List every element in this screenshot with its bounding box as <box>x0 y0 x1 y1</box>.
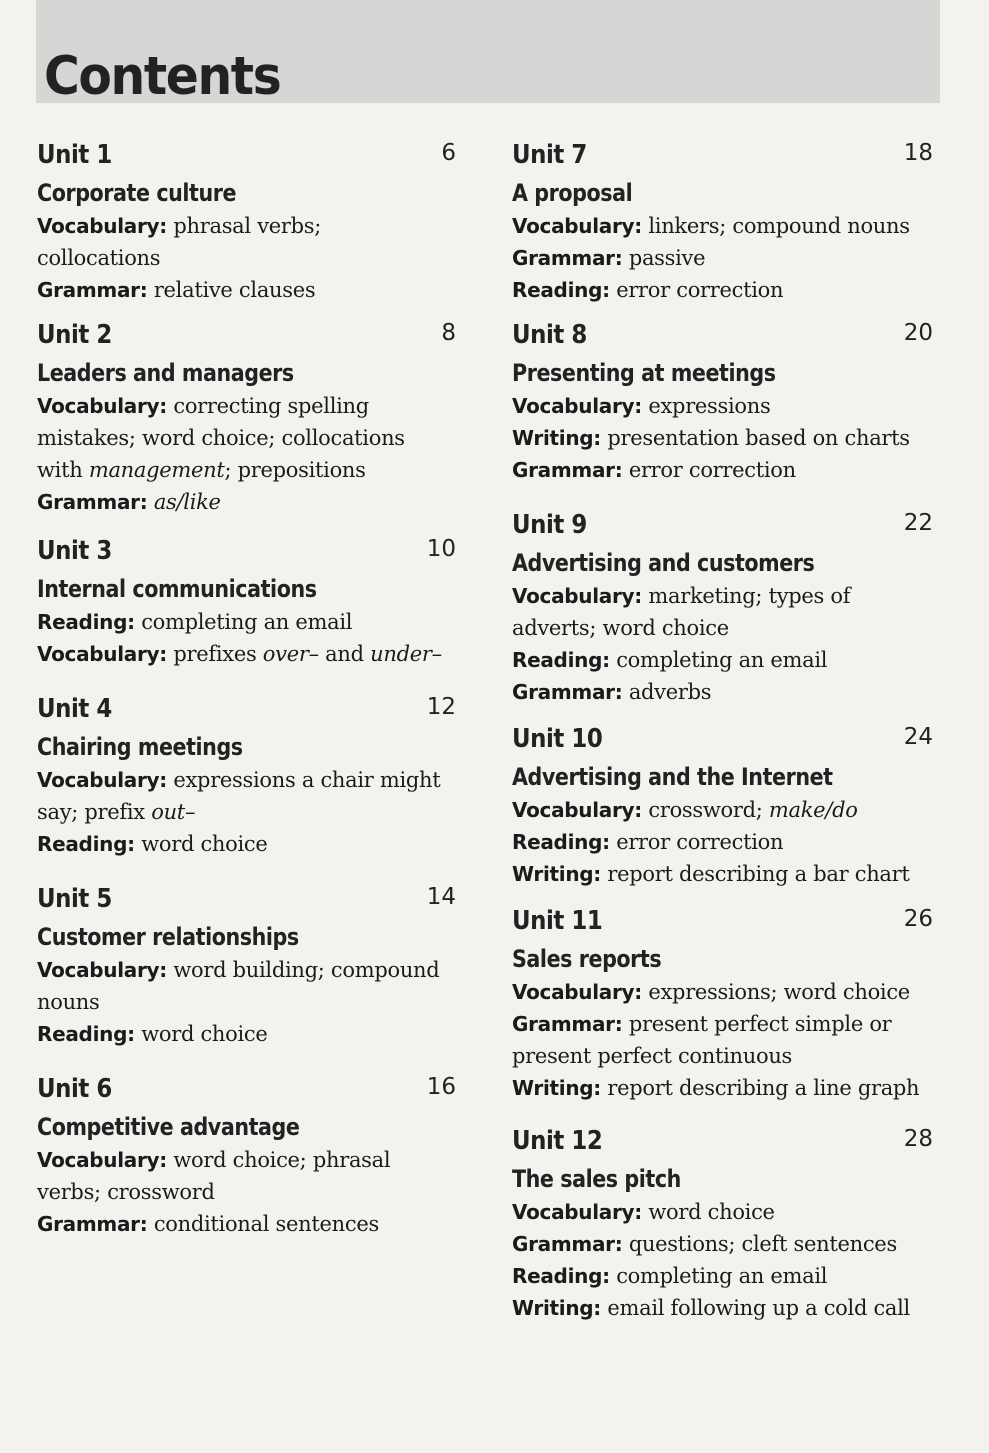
contents-column-left <box>37 140 460 1240</box>
unit-header <box>512 510 937 546</box>
topic-text: word choice <box>141 832 268 856</box>
topic-label: Grammar: <box>512 458 623 482</box>
page-number: 26 <box>903 906 933 932</box>
topic-text: expressions <box>648 394 771 418</box>
topic-line <box>512 826 937 858</box>
unit-entry-9[interactable] <box>512 510 937 708</box>
unit-title: Customer relationships <box>37 923 299 951</box>
topic-text: relative clauses <box>153 278 316 302</box>
topic-text: – <box>184 800 196 824</box>
topic-line <box>512 858 937 890</box>
unit-title: The sales pitch <box>512 1165 681 1193</box>
topic-text: say; prefix <box>37 800 152 824</box>
unit-entry-4[interactable] <box>37 694 460 860</box>
topic-line <box>37 242 460 274</box>
unit-entry-8[interactable] <box>512 320 937 486</box>
topic-text: collocations <box>37 246 161 270</box>
topic-text: word choice <box>141 1022 268 1046</box>
topic-text: expressions; word choice <box>648 980 910 1004</box>
topic-text: error correction <box>628 458 796 482</box>
topic-text: report describing a line graph <box>607 1076 920 1100</box>
unit-title: Chairing meetings <box>37 733 243 761</box>
topic-text: completing an email <box>141 610 353 634</box>
topic-text-italic: make/do <box>768 798 858 822</box>
topic-text: report describing a bar chart <box>607 862 910 886</box>
unit-title: A proposal <box>512 179 633 207</box>
topic-label: Vocabulary: <box>37 642 167 666</box>
topic-text: questions; cleft sentences <box>628 1232 897 1256</box>
page-number: 12 <box>426 694 456 720</box>
unit-entry-3[interactable] <box>37 536 460 670</box>
topic-line <box>512 1040 937 1072</box>
topic-label: Reading: <box>512 1264 610 1288</box>
topic-label: Reading: <box>37 832 135 856</box>
topic-text: prefixes <box>173 642 263 666</box>
topic-label: Reading: <box>512 278 610 302</box>
unit-entry-5[interactable] <box>37 884 460 1050</box>
topic-label: Grammar: <box>512 1012 623 1036</box>
topic-line <box>512 1196 937 1228</box>
unit-number: Unit 1 <box>37 140 112 170</box>
unit-title: Corporate culture <box>37 179 237 207</box>
topic-label: Vocabulary: <box>37 768 167 792</box>
topic-line <box>512 1260 937 1292</box>
topic-text-italic: as/like <box>153 490 221 514</box>
topic-text: word choice <box>648 1200 775 1224</box>
unit-header <box>37 884 460 920</box>
topic-line <box>512 794 937 826</box>
topic-line <box>37 606 460 638</box>
topic-text-italic: over <box>262 642 309 666</box>
topic-label: Grammar: <box>512 680 623 704</box>
topic-line <box>512 612 937 644</box>
topic-line <box>37 454 460 486</box>
topic-text: error correction <box>616 278 784 302</box>
topic-line <box>512 1072 937 1104</box>
page-number: 24 <box>903 724 933 750</box>
unit-entry-7[interactable] <box>512 140 937 306</box>
page-number: 22 <box>903 510 933 536</box>
page-number: 10 <box>426 536 456 562</box>
topic-label: Vocabulary: <box>512 584 642 608</box>
topic-text: adverbs <box>628 680 712 704</box>
topic-label: Grammar: <box>37 490 148 514</box>
topic-text: completing an email <box>616 1264 828 1288</box>
unit-title: Advertising and the Internet <box>512 763 833 791</box>
unit-header <box>37 536 460 572</box>
topic-label: Grammar: <box>37 278 148 302</box>
topic-line <box>37 796 460 828</box>
unit-entry-12[interactable] <box>512 1126 937 1324</box>
topic-label: Vocabulary: <box>512 798 642 822</box>
unit-header <box>37 1074 460 1110</box>
unit-number: Unit 3 <box>37 536 112 566</box>
topic-label: Writing: <box>512 1076 601 1100</box>
page-title: Contents <box>44 46 281 107</box>
unit-entry-11[interactable] <box>512 906 937 1104</box>
topic-text: word choice; phrasal <box>173 1148 391 1172</box>
topic-line <box>512 242 937 274</box>
topic-label: Reading: <box>512 830 610 854</box>
unit-header <box>512 724 937 760</box>
topic-text: present perfect continuous <box>512 1044 793 1068</box>
unit-title: Presenting at meetings <box>512 359 776 387</box>
topic-label: Reading: <box>37 1022 135 1046</box>
topic-text: correcting spelling <box>173 394 369 418</box>
topic-line <box>512 644 937 676</box>
page-number: 6 <box>441 140 456 166</box>
unit-entry-10[interactable] <box>512 724 937 890</box>
unit-header <box>512 140 937 176</box>
unit-number: Unit 8 <box>512 320 587 350</box>
topic-line <box>37 1176 460 1208</box>
topic-text: marketing; types of <box>648 584 851 608</box>
topic-line <box>37 764 460 796</box>
topic-line <box>37 828 460 860</box>
topic-text-italic: out <box>151 800 185 824</box>
topic-text: presentation based on charts <box>607 426 910 450</box>
topic-label: Vocabulary: <box>37 214 167 238</box>
topic-label: Writing: <box>512 1296 601 1320</box>
topic-line <box>512 210 937 242</box>
topic-text: verbs; crossword <box>37 1180 215 1204</box>
topic-text: word building; compound <box>173 958 440 982</box>
topic-line <box>512 976 937 1008</box>
page-number: 8 <box>441 320 456 346</box>
unit-number: Unit 7 <box>512 140 587 170</box>
unit-header <box>37 694 460 730</box>
unit-number: Unit 11 <box>512 906 603 936</box>
topic-label: Vocabulary: <box>37 958 167 982</box>
topic-text: conditional sentences <box>153 1212 379 1236</box>
topic-line <box>37 638 460 670</box>
topic-label: Writing: <box>512 862 601 886</box>
unit-title: Advertising and customers <box>512 549 815 577</box>
unit-header <box>512 1126 937 1162</box>
page-number: 14 <box>426 884 456 910</box>
unit-header <box>512 320 937 356</box>
topic-line <box>37 422 460 454</box>
topic-text: expressions a chair might <box>173 768 441 792</box>
topic-line <box>37 1018 460 1050</box>
topic-line <box>512 1292 937 1324</box>
topic-line <box>512 390 937 422</box>
topic-text: – and <box>308 642 371 666</box>
topic-label: Reading: <box>512 648 610 672</box>
topic-line <box>37 954 460 986</box>
topic-text: email following up a cold call <box>607 1296 910 1320</box>
unit-title: Internal communications <box>37 575 317 603</box>
unit-number: Unit 12 <box>512 1126 603 1156</box>
topic-text: with <box>37 458 89 482</box>
unit-number: Unit 4 <box>37 694 112 724</box>
topic-text-italic: under <box>370 642 432 666</box>
topic-text: passive <box>628 246 706 270</box>
topic-line <box>37 390 460 422</box>
topic-text: phrasal verbs; <box>173 214 322 238</box>
topic-label: Reading: <box>37 610 135 634</box>
topic-line <box>37 986 460 1018</box>
unit-title: Leaders and managers <box>37 359 294 387</box>
topic-text: ; prepositions <box>224 458 366 482</box>
topic-label: Vocabulary: <box>512 980 642 1004</box>
topic-line <box>512 454 937 486</box>
unit-number: Unit 5 <box>37 884 112 914</box>
topic-line <box>37 1208 460 1240</box>
topic-text: present perfect simple or <box>628 1012 892 1036</box>
topic-label: Vocabulary: <box>512 1200 642 1224</box>
topic-text: linkers; compound nouns <box>648 214 910 238</box>
unit-number: Unit 6 <box>37 1074 112 1104</box>
topic-line <box>37 486 460 518</box>
unit-title: Sales reports <box>512 945 662 973</box>
unit-entry-6[interactable] <box>37 1074 460 1240</box>
topic-label: Grammar: <box>512 1232 623 1256</box>
topic-text: – <box>431 642 442 666</box>
topic-label: Vocabulary: <box>512 394 642 418</box>
topic-line <box>512 1008 937 1040</box>
topic-line <box>37 274 460 306</box>
topic-text: error correction <box>616 830 784 854</box>
unit-entry-1[interactable] <box>37 140 460 306</box>
topic-label: Vocabulary: <box>512 214 642 238</box>
page-number: 28 <box>903 1126 933 1152</box>
topic-line <box>37 210 460 242</box>
topic-label: Writing: <box>512 426 601 450</box>
topic-text: mistakes; word choice; collocations <box>37 426 405 450</box>
page-number: 18 <box>903 140 933 166</box>
unit-header <box>512 906 937 942</box>
topic-line <box>37 1144 460 1176</box>
topic-line <box>512 1228 937 1260</box>
topic-text-italic: management <box>88 458 225 482</box>
topic-text: nouns <box>37 990 100 1014</box>
topic-text: adverts; word choice <box>512 616 729 640</box>
page-number: 16 <box>426 1074 456 1100</box>
unit-number: Unit 10 <box>512 724 603 754</box>
topic-line <box>512 274 937 306</box>
topic-text: completing an email <box>616 648 828 672</box>
unit-header <box>37 320 460 356</box>
unit-number: Unit 2 <box>37 320 112 350</box>
topic-line <box>512 422 937 454</box>
topic-label: Vocabulary: <box>37 1148 167 1172</box>
page-number: 20 <box>903 320 933 346</box>
topic-label: Grammar: <box>512 246 623 270</box>
unit-header <box>37 140 460 176</box>
unit-title: Competitive advantage <box>37 1113 300 1141</box>
topic-text: crossword; <box>648 798 769 822</box>
topic-label: Vocabulary: <box>37 394 167 418</box>
unit-number: Unit 9 <box>512 510 587 540</box>
topic-line <box>512 676 937 708</box>
unit-entry-2[interactable] <box>37 320 460 518</box>
contents-column-right <box>512 140 937 1324</box>
topic-line <box>512 580 937 612</box>
topic-label: Grammar: <box>37 1212 148 1236</box>
